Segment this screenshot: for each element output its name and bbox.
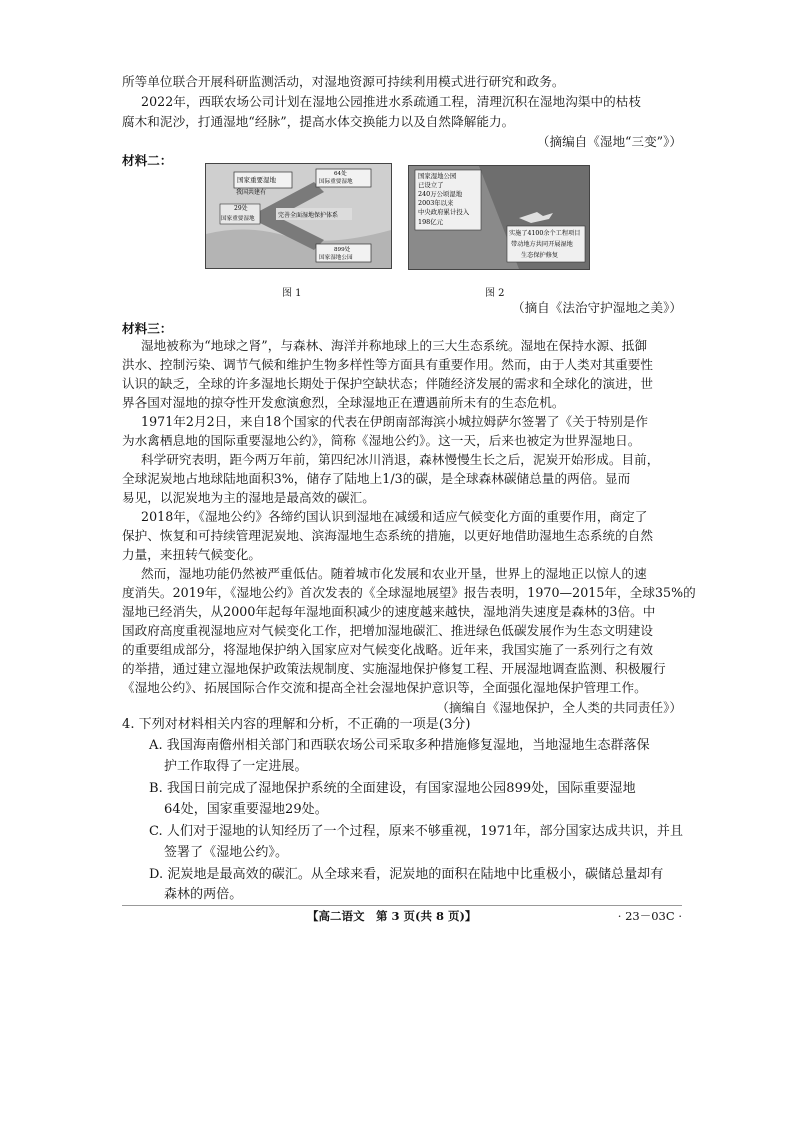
figure-2-graphic [409,166,589,269]
fig2-text-9: 生态保护修复 [521,252,559,259]
fig1-center-text: 完善全面湿地保护体系 [278,212,339,219]
option-d-continued: 森林的两倍。 [164,887,243,902]
material3-line: 认识的缺乏，全球的许多湿地长期处于保护空缺状态；伴随经济发展的需求和全球化的演进，世 [122,376,654,391]
option-c-continued: 签署了《湿地公约》。 [164,845,289,860]
material1-line: 所等单位联合开展科研监测活动，对湿地资源可持续利用模式进行研究和政务。 [122,74,565,89]
option-a-continued: 护工作取得了一定进展。 [164,759,308,774]
fig1-label-899: 899处 [334,247,351,253]
option-d[interactable]: D. 泥炭地是最高效的碳汇。从全球来看，泥炭地的面积在陆地中比重极小，碳储总量却有 [149,867,664,882]
figure-2 [408,165,590,270]
fig2-text-3: 240万公顷湿地 [418,190,463,198]
material3-line: 界各国对湿地的掠夺性开发愈演愈烈，全球湿地正在遭遇前所未有的生态危机。 [122,395,565,410]
fig2-text-7: 实施了4100余个工程项目 [509,230,581,237]
fig2-text-4: 2003年以来 [418,199,454,207]
figure-1-caption: 图 1 [282,288,302,299]
fig1-label-29-sub: 国家重要湿地 [221,216,255,222]
fig1-label-899-sub: 国家湿地公园 [319,255,353,261]
figure-2-caption: 图 2 [485,288,505,299]
page-footer [122,905,682,924]
material3-line: 易见，以泥炭地为主的湿地是最高效的碳汇。 [122,490,375,505]
fig1-box-top-sub: 我国共建有 [236,189,267,196]
material2-heading: 材料二： [122,153,173,168]
material3-line: 《湿地公约》、拓展国际合作交流和提高全社会湿地保护意识等，全面强化湿地保护管理工作。 [122,680,647,695]
material3-line: 湿地被称为“地球之肾”，与森林、海洋并称地球上的三大生态系统。湿地在保持水源、抵御 [141,338,648,353]
material3-line: 科学研究表明，距今两万年前，第四纪冰川消退，森林慢慢生长之后，泥炭开始形成。目前， [141,452,660,467]
fig2-text-1: 国家湿地公园 [418,172,457,180]
material3-line: 度消失。2019年，《湿地公约》首次发表的《全球湿地展望》报告表明，1970—2015年，全球35%的 [122,585,696,600]
fig1-label-64-sub: 国际重要湿地 [319,179,353,185]
material3-heading: 材料三： [122,321,173,336]
option-c[interactable]: C. 人们对于湿地的认知经历了一个过程，原来不够重视，1971年，部分国家达成共识，并且 [149,824,684,839]
material3-line: 国政府高度重视湿地应对气候变化工作，把增加湿地碳汇、推进绿色低碳发展作为生态文明建设 [122,623,654,638]
question-4-stem: 4. 下列对材料相关内容的理解和分析，不正确的一项是(3分) [122,717,471,732]
material2-source: （摘自《法治守护湿地之美》） [511,300,682,315]
option-b-continued: 64处，国家重要湿地29处。 [164,802,328,817]
material3-line: 全球泥炭地占地球陆地面积3%，储存了陆地上1/3的碳，是全球森林碳储总量的两倍。显而 [122,471,631,486]
material3-line: 为水禽栖息地的国际重要湿地公约》，简称《湿地公约》。这一天，后来也被定为世界湿地日。 [122,433,641,448]
material1-line: 腐木和泥沙，打通湿地“经脉”，提高水体交换能力以及自然降解能力。 [122,114,515,129]
footer-page-info: 【高二语文 第 3 页(共 8 页)】 [307,909,477,923]
fig2-text-6: 198亿元 [418,218,443,226]
fig2-text-5: 中央政府累计投入 [418,208,470,216]
fig1-box-top: 国家重要湿地 [237,176,276,184]
material1-line: 2022年，西联农场公司计划在湿地公园推进水系疏通工程，清理沉积在湿地沟渠中的枯枝 [141,94,642,109]
option-b[interactable]: B. 我国日前完成了湿地保护系统的全面建设，有国家湿地公园899处，国际重要湿地 [149,781,636,796]
fig1-label-29: 29处 [234,205,248,212]
material3-source: （摘编自《湿地保护，全人类的共同责任》） [436,700,682,715]
material3-line: 然而，湿地功能仍然被严重低估。随着城市化发展和农业开垦，世界上的湿地正以惊人的速 [141,566,647,581]
material3-line: 湿地已经消失，从2000年起每年湿地面积减少的速度越来越快，湿地消失速度是森林的3倍。中 [122,604,656,619]
figure-1-graphic [206,164,391,268]
material3-line: 的举措，通过建立湿地保护政策法规制度、实施湿地保护修复工程、开展湿地调查监测、积极履行 [122,661,666,676]
material3-line: 力量，来扭转气候变化。 [122,547,262,562]
material1-source: （摘编自《湿地“三变”》） [536,134,682,149]
footer-code: · 23－03C · [617,909,682,923]
option-a[interactable]: A. 我国海南儋州相关部门和西联农场公司采取多种措施修复湿地，当地湿地生态群落保 [149,738,650,753]
fig2-text-8: 带动地方共同开展湿地 [511,241,573,248]
material3-line: 2018年，《湿地公约》各缔约国认识到湿地在减缓和适应气候变化方面的重要作用，商定了 [141,509,648,524]
figure-1 [205,163,392,269]
material3-line: 的重要组成部分，将湿地保护纳入国家应对气候变化战略。近年来，我国实施了一系列行之有效 [122,642,654,657]
material3-line: 1971年2月2日，来自18个国家的代表在伊朗南部海滨小城拉姆萨尔签署了《关于特别是作 [141,414,649,429]
material3-line: 洪水、控制污染、调节气候和维护生物多样性等方面具有重要作用。然而，由于人类对其重要性 [122,357,654,372]
material3-line: 保护、恢复和可持续管理泥炭地、滨海湿地生态系统的措施，以更好地借助湿地生态系统的自然 [122,528,654,543]
fig2-text-2: 已设立了 [418,181,444,189]
fig1-label-64: 64处 [334,171,347,177]
